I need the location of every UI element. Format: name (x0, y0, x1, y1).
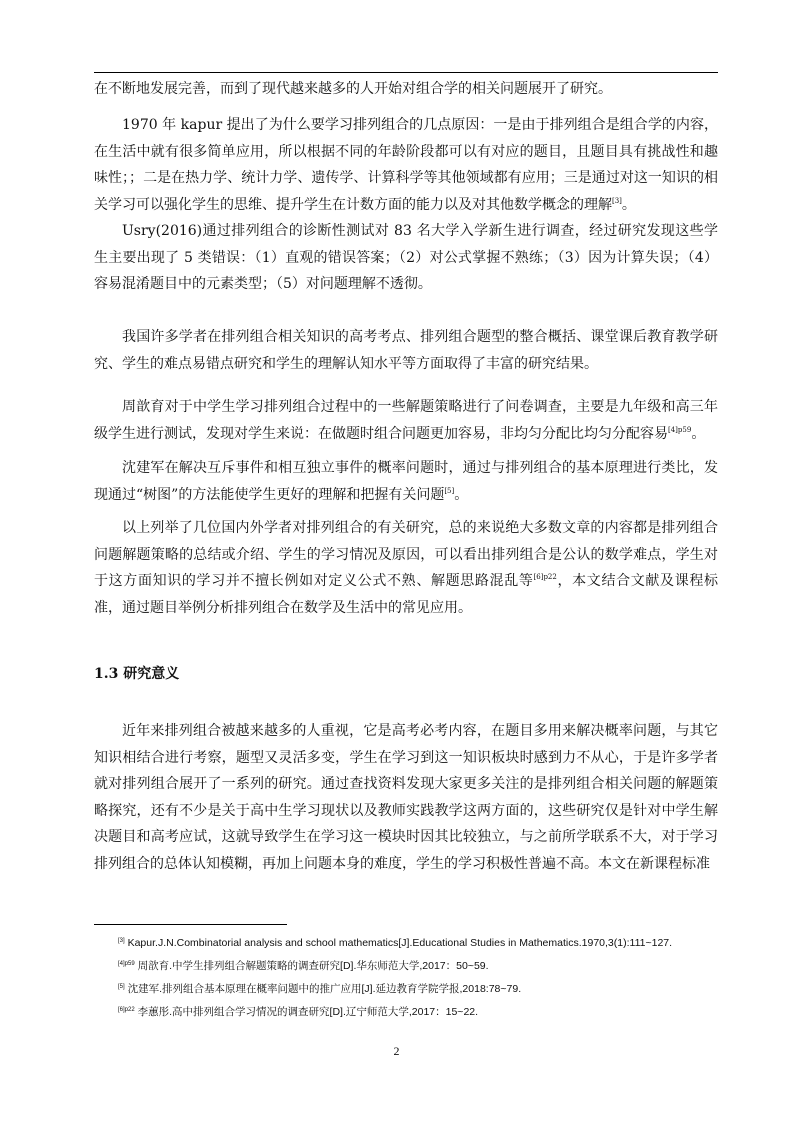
paragraph-significance: 近年来排列组合被越来越多的人重视，它是高考必考内容，在题目多用来解决概率问题，与其它知识相结合进行考察，题型又灵活多变，学生在学习到这一知识板块时感到力不从心，于是许多学者就对排列组合展开了一系列的研究。通过查找资料发现大家更多关注的是排列组合相关问题的解题策略探究，还有不少是关于高中生学习现状以及教师实践教学这两方面的，这些研究仅是针对中学生解决题目和高考应试，这就导致学生在学习这一模块时因其比较独立，与之前所学联系不大，对于学习排列组合的总体认知模糊，再加上问题本身的难度，学生的学习积极性普遍不高。本文在新课程标准 (94, 723, 718, 872)
citation-6: [6]p22 (533, 573, 557, 581)
page-number: 2 (393, 1044, 400, 1058)
paragraph-domestic-scholars: 我国许多学者在排列组合相关知识的高考考点、排列组合题型的整合概括、课堂课后教育教学研究、学生的难点易错点研究和学生的理解认知水平等方面取得了丰富的研究结果。 (94, 329, 718, 372)
header-rule (94, 72, 718, 73)
paragraph-continuation: 在不断地发展完善，而到了现代越来越多的人开始对组合学的相关问题展开了研究。 (94, 81, 612, 97)
paragraph-usry: Usry(2016)通过排列组合的诊断性测试对 83 名大学入学新生进行调查，经过研究发现这些学生主要出现了 5 类错误：（1）直观的错误答案；（2）对公式掌握不熟练；（3）因为计算失误；（4）容易混淆题目中的元素类型；（5）对问题理解不透彻。 (94, 223, 718, 292)
paragraph-shen: 沈建军在解决互斥事件和相互独立事件的概率问题时，通过与排列组合的基本原理进行类比，发现通过“树图”的方法能使学生更好的理解和把握有关问题[5]。 (94, 460, 718, 503)
footnote-3: [3] Kapur.J.N.Combinatorial analysis and school mathematics[J].Educational Studies in Mathematics.1970,3(1):111~127. (118, 937, 673, 949)
citation-5: [5] (444, 486, 455, 495)
citation-3: [3] (612, 196, 622, 205)
footnote-6: $^{[6]p22}$ 李蕙彤.高中排列组合学习情况的调查研究[D].辽宁师范大学,2017：15~22. (118, 1006, 479, 1018)
section-heading: 1.3 研究意义 (94, 666, 180, 682)
paragraph-summary: 以上列举了几位国内外学者对排列组合的有关研究，总的来说绝大多数文章的内容都是排列组合问题解题策略的总结或介绍、学生的学习情况及原因，可以看出排列组合是公认的数学难点，学生对于这方面知识的学习并不擅长例如对定义公式不熟、解题思路混乱等$^{[6]p22}$，本文结合文献及课程标准，通过题目举例分析排列组合在数学及生活中的常见应用。 (94, 520, 719, 616)
citation-4: [4]p59 (668, 425, 692, 434)
paragraph-kapur: 1970 年 kapur 提出了为什么要学习排列组合的几点原因：一是由于排列组合是组合学的内容，在生活中就有很多简单应用，所以根据不同的年龄阶段都可以有对应的题目，且题目具有挑战性和趣味性；；二是在热力学、统计力学、遗传学、计算科学等其他领域都有应用；三是通过对这一知识的相关学习可以强化学生的思维、提升学生在计数方面的能力以及对其他数学概念的理解[3]。 (94, 117, 718, 213)
footnote-5: [5] 沈建军.排列组合基本原理在概率问题中的推广应用[J].延边教育学院学报,2018:78~79. (118, 983, 522, 995)
footnote-4: $^{[4]p59}$ 周歆育.中学生排列组合解题策略的调查研究[D].华东师范大学,2017：50~59. (118, 960, 489, 972)
paragraph-zhou: 周歆育对于中学生学习排列组合过程中的一些解题策略进行了问卷调查，主要是九年级和高三年级学生进行测试，发现对学生来说：在做题时组合问题更加容易，非均匀分配比均匀分配容易$^{[4]p59}$。 (94, 399, 718, 442)
footnote-rule (94, 924, 287, 925)
